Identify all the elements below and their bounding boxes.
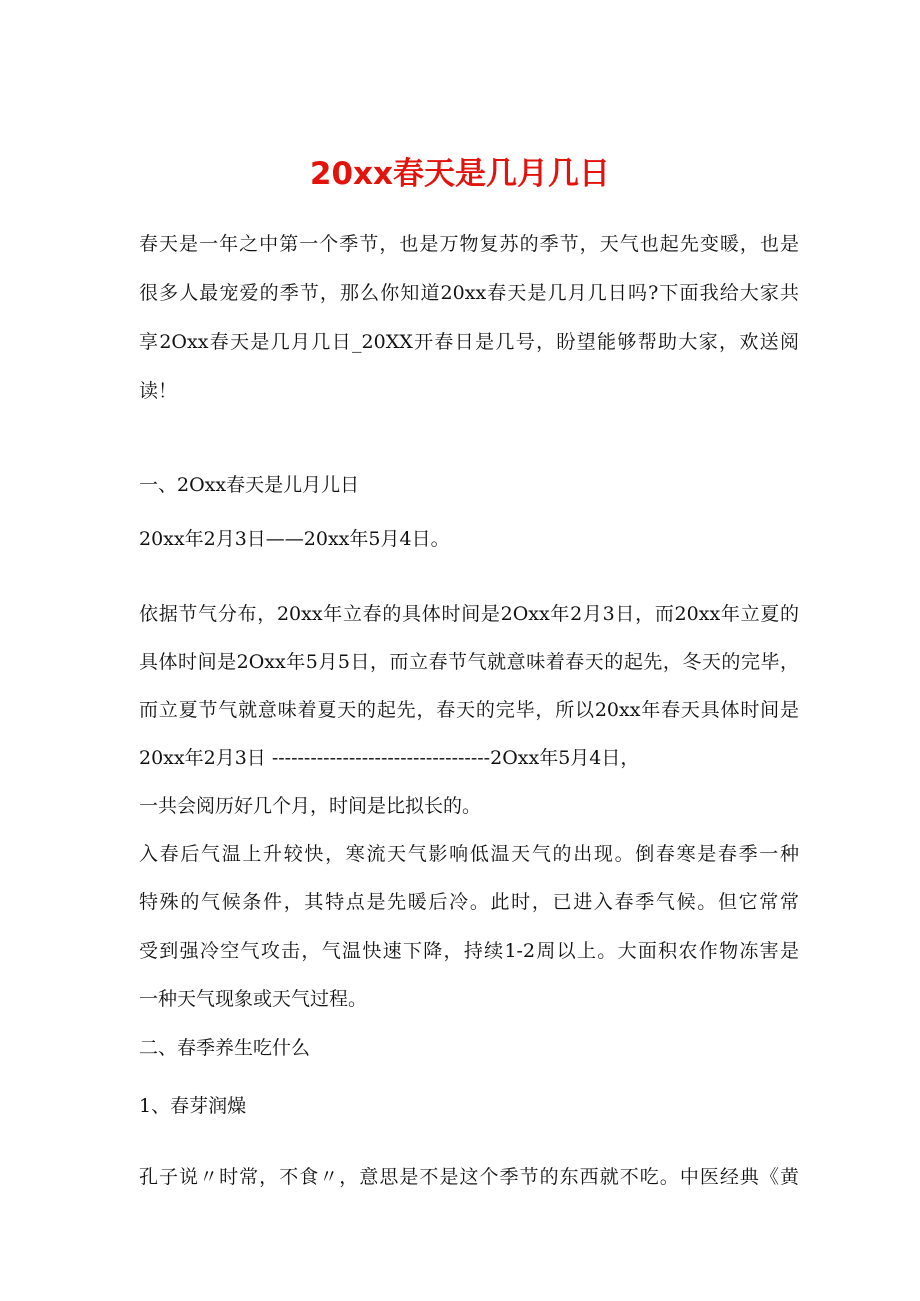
section-heading: 一、2Oxx春天是儿月儿日 xyxy=(139,474,360,496)
paragraph-line: 而立夏节气就意味着夏天的起先，春天的完毕，所以20xx年春天具体时间是 xyxy=(139,699,799,721)
subsection-heading: 1、春芽润燥 xyxy=(139,1095,247,1117)
page-title: 20xx春天是几月几日 xyxy=(309,156,611,192)
section-heading: 二、春季养生吃什么 xyxy=(139,1037,311,1059)
paragraph-line: 依据节气分布，20xx年立春的具体时间是2Oxx年2月3日，而20xx年立夏的 xyxy=(139,603,799,625)
paragraph-line: 20xx年2月3日 ----------------------------------2Oxx年5月4日， xyxy=(139,747,640,769)
paragraph-line: 一种天气现象或天气过程。 xyxy=(139,988,368,1010)
intro-line: 很多人最宠爱的季节，那么你知道20xx春天是几月几日吗?下面我给大家共 xyxy=(139,282,799,304)
paragraph-line: 一共会阅历好几个月，时间是比拟长的。 xyxy=(139,795,482,817)
paragraph-line: 具体时间是2Oxx年5月5日，而立春节气就意味着春天的起先，冬天的完毕， xyxy=(139,651,799,673)
date-range: 20xx年2月3日——20xx年5月4日。 xyxy=(139,528,450,550)
intro-line: 春天是一年之中第一个季节，也是万物复苏的季节，天气也起先变暖，也是 xyxy=(139,233,799,255)
intro-line: 读！ xyxy=(139,380,178,402)
paragraph-line: 入春后气温上升较快，寒流天气影响低温天气的出现。倒春寒是春季一种 xyxy=(139,843,799,865)
paragraph-line: 孔子说〃时常，不食〃，意思是不是这个季节的东西就不吃。中医经典《黄 xyxy=(139,1166,799,1188)
intro-line: 享2Oxx春天是几月几日_20XX开春日是几号，盼望能够帮助大家，欢送阅 xyxy=(139,331,799,353)
paragraph-line: 特殊的气候条件，其特点是先暖后冷。此时，已进入春季气候。但它常常 xyxy=(139,891,799,913)
paragraph-line: 受到强冷空气攻击，气温快速下降，持续1-2周以上。大面积农作物冻害是 xyxy=(139,940,799,962)
